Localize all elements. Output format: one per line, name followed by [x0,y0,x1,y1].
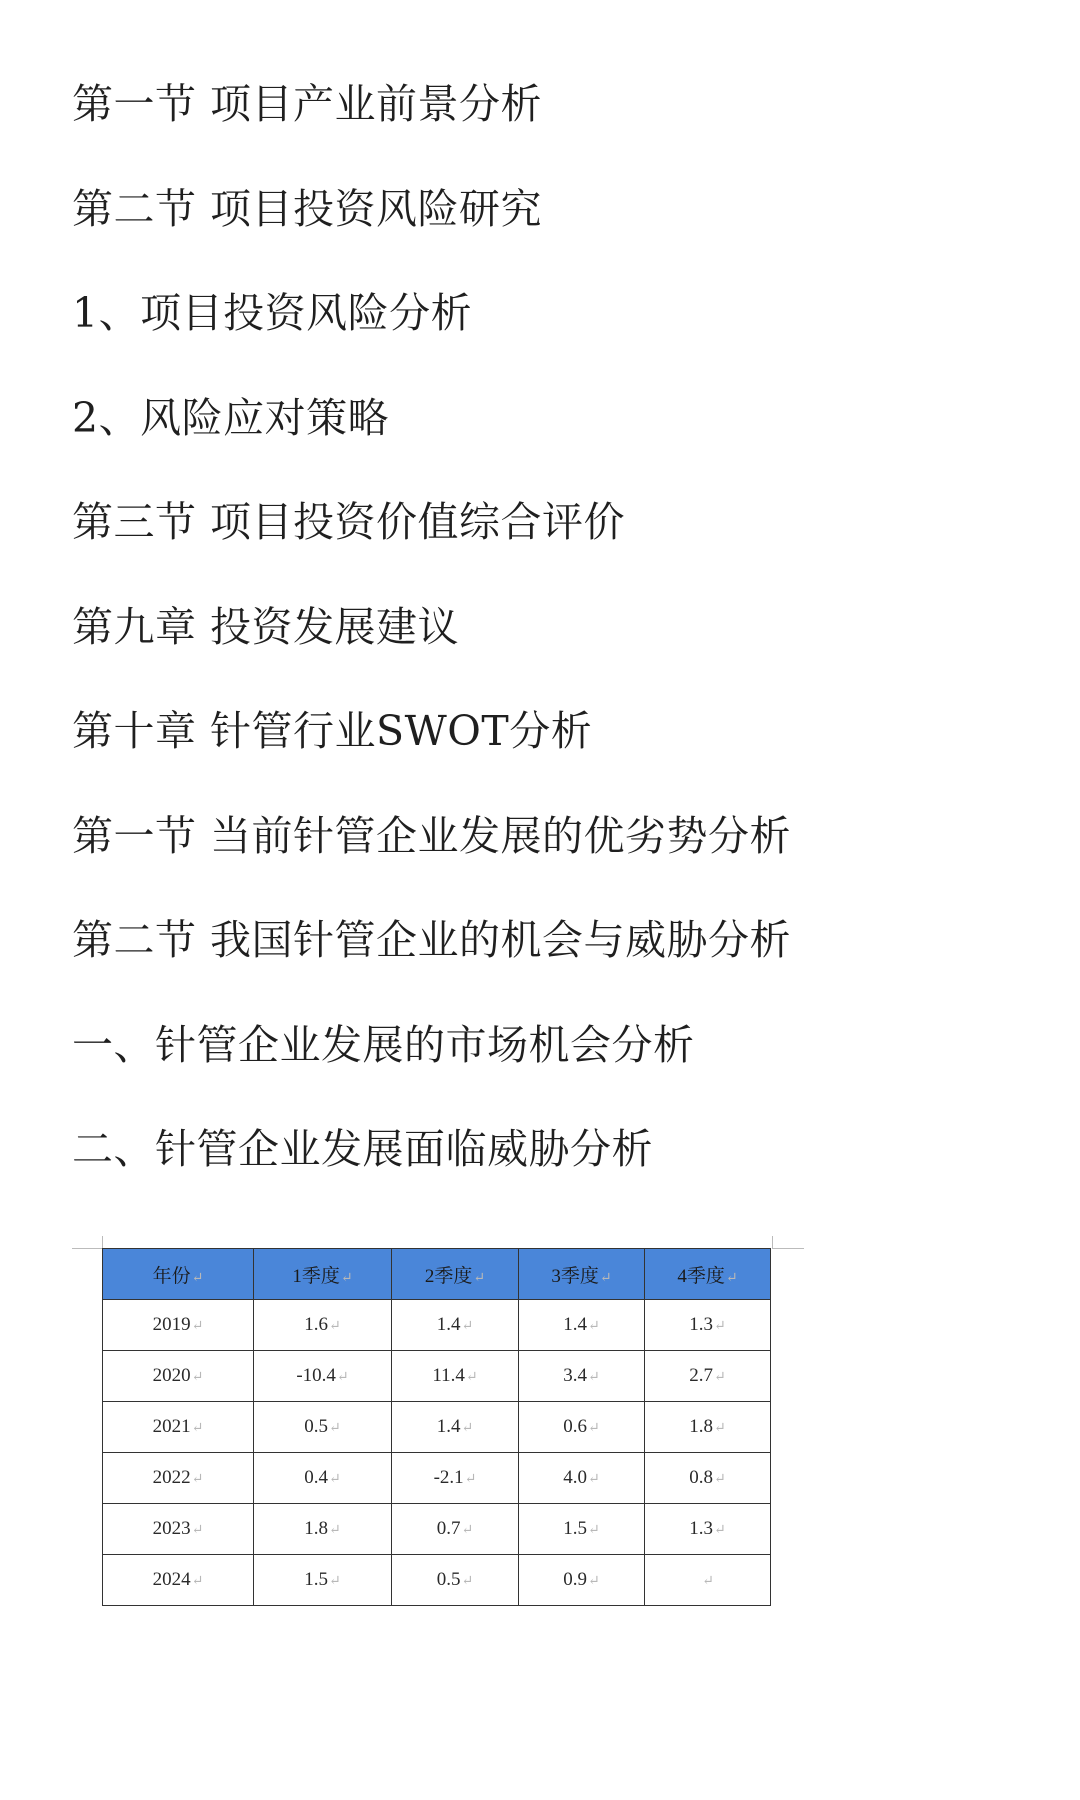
value-cell [392,1402,519,1453]
value-cell [254,1453,392,1504]
cell-value: 0.8 [689,1467,713,1488]
return-mark-icon: ↵ [461,1319,474,1334]
return-mark-icon: ↵ [725,1270,738,1286]
value-cell [645,1402,771,1453]
return-mark-icon: ↵ [336,1370,349,1385]
return-mark-icon: ↵ [329,1472,341,1487]
return-mark-icon: ↵ [461,1523,474,1538]
value-cell [254,1555,392,1606]
return-mark-icon: ↵ [329,1574,341,1589]
return-mark-icon: ↵ [340,1270,353,1286]
return-mark-icon: ↵ [191,1574,204,1589]
table-row [103,1555,771,1606]
value-cell [645,1453,771,1504]
header-label: 年份 [152,1265,191,1287]
year-cell [103,1402,254,1453]
table-header-cell [392,1249,519,1300]
header-label: 3季度 [551,1265,599,1287]
value-cell [519,1351,645,1402]
toc-entry: 第二节 项目投资风险研究 [72,184,543,233]
table-row [103,1504,771,1555]
value-cell [519,1504,645,1555]
value-cell [254,1402,392,1453]
cell-value: 2021 [152,1416,191,1437]
toc-entry: 第一节 项目产业前景分析 [72,80,543,128]
return-mark-icon: ↵ [461,1574,474,1589]
return-mark-icon: ↵ [464,1472,477,1487]
value-cell [254,1300,392,1351]
return-mark-icon: ↵ [465,1370,478,1385]
value-cell [519,1402,645,1453]
toc-entry: 第九章 投资发展建议 [72,602,460,651]
toc-entry: 第十章 针管行业SWOT分析 [72,707,593,755]
return-mark-icon: ↵ [329,1421,341,1436]
table-row [103,1300,771,1351]
table-header-cell [103,1249,254,1300]
return-mark-icon: ↵ [588,1319,600,1334]
cell-value: -10.4 [296,1365,336,1386]
value-cell [519,1300,645,1351]
cell-value: 1.5 [304,1569,328,1590]
return-mark-icon: ↵ [588,1523,600,1538]
table-header-row [103,1249,771,1300]
cell-value: 4.0 [563,1467,587,1488]
year-cell [103,1504,254,1555]
return-mark-icon: ↵ [191,1421,204,1436]
value-cell [645,1555,771,1606]
table-corner-mark [102,1236,103,1248]
return-mark-icon: ↵ [714,1472,726,1487]
return-mark-icon: ↵ [191,1319,204,1334]
cell-value: 1.3 [689,1518,713,1539]
return-mark-icon: ↵ [588,1421,600,1436]
year-cell [103,1555,254,1606]
return-mark-icon: ↵ [473,1270,486,1286]
table-header-cell [519,1249,645,1300]
toc-entry: 一、针管企业发展的市场机会分析 [72,1020,695,1069]
return-mark-icon: ↵ [702,1574,714,1589]
data-table-region [72,1236,804,1616]
cell-value: 0.4 [304,1467,328,1488]
cell-value: 3.4 [563,1365,587,1386]
value-cell [645,1504,771,1555]
cell-value: 2022 [152,1467,191,1488]
toc-entry: 第二节 我国针管企业的机会与威胁分析 [72,916,792,964]
return-mark-icon: ↵ [461,1421,474,1436]
cell-value: 11.4 [432,1365,465,1386]
return-mark-icon: ↵ [588,1370,600,1385]
return-mark-icon: ↵ [714,1370,726,1385]
table-corner-mark [72,1248,102,1249]
cell-value: 1.8 [689,1416,713,1437]
table-row [103,1402,771,1453]
return-mark-icon: ↵ [191,1523,204,1538]
table-body [103,1300,771,1606]
return-mark-icon: ↵ [588,1574,600,1589]
cell-value: 1.4 [436,1314,461,1335]
year-cell [103,1300,254,1351]
return-mark-icon: ↵ [191,1270,204,1286]
value-cell [254,1351,392,1402]
cell-value: 2023 [152,1518,191,1539]
return-mark-icon: ↵ [191,1472,204,1487]
cell-value: 1.8 [304,1518,328,1539]
value-cell [645,1300,771,1351]
toc-entry: 1、项目投资风险分析 [72,289,473,337]
cell-value: 2.7 [689,1365,713,1386]
return-mark-icon: ↵ [714,1421,726,1436]
return-mark-icon: ↵ [588,1472,600,1487]
toc-entry: 第三节 项目投资价值综合评价 [72,498,626,546]
value-cell [392,1453,519,1504]
cell-value: 0.9 [563,1569,587,1590]
cell-value: 0.5 [304,1416,328,1437]
value-cell [254,1504,392,1555]
cell-value: 1.4 [436,1416,461,1437]
return-mark-icon: ↵ [191,1370,204,1385]
return-mark-icon: ↵ [329,1523,341,1538]
toc-entry: 二、针管企业发展面临威胁分析 [72,1125,653,1173]
year-cell [103,1453,254,1504]
table-corner-mark [772,1236,773,1248]
toc-entry: 2、风险应对策略 [72,393,390,442]
cell-value: 2020 [152,1365,191,1386]
cell-value: 1.6 [304,1314,328,1335]
value-cell [645,1351,771,1402]
return-mark-icon: ↵ [714,1523,726,1538]
table-row [103,1453,771,1504]
table-row [103,1351,771,1402]
return-mark-icon: ↵ [599,1270,612,1286]
return-mark-icon: ↵ [329,1319,341,1334]
toc-entry: 第一节 当前针管企业发展的优劣势分析 [72,811,792,860]
cell-value: 2024 [152,1569,191,1590]
cell-value: 0.6 [563,1416,587,1437]
value-cell [519,1453,645,1504]
cell-value: 1.5 [563,1518,587,1539]
table-header-cell [254,1249,392,1300]
table-header-cell [645,1249,771,1300]
header-label: 2季度 [424,1265,473,1287]
value-cell [392,1351,519,1402]
cell-value: 1.4 [563,1314,587,1335]
header-label: 4季度 [677,1265,725,1287]
table-of-contents [72,78,1032,1228]
header-label: 1季度 [292,1265,340,1287]
cell-value: -2.1 [433,1467,464,1488]
cell-value: 1.3 [689,1314,713,1335]
year-cell [103,1351,254,1402]
value-cell [392,1555,519,1606]
quarterly-data-table [102,1248,771,1606]
value-cell [392,1504,519,1555]
cell-value: 0.7 [436,1518,461,1539]
cell-value: 2019 [152,1314,191,1335]
return-mark-icon: ↵ [714,1319,726,1334]
cell-value: 0.5 [436,1569,461,1590]
value-cell [392,1300,519,1351]
table-corner-mark [772,1248,804,1249]
value-cell [519,1555,645,1606]
